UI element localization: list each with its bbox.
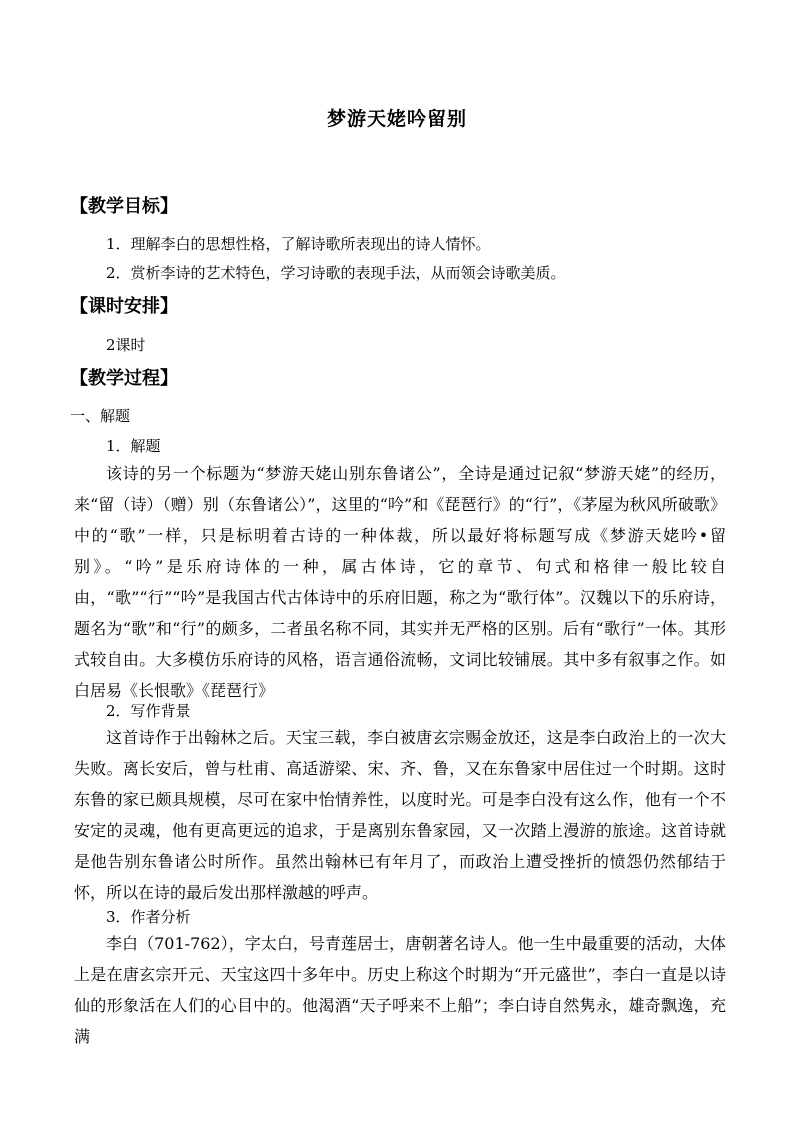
- goal-item-2: 2．赏析李诗的艺术特色，学习诗歌的表现手法，从而领会诗歌美质。: [106, 264, 566, 282]
- paragraph-background: 这首诗作于出翰林之后。天宝三载，李白被唐玄宗赐金放还，这是李白政治上的一次大失败。离长安后，曾与杜甫、高适游梁、宋、齐、鲁，又在东鲁家中居住过一个时期。这时东鲁的家已颇具规模，尽可在家中怡情养性，以度时光。可是李白没有这么作，他有一个不安定的灵魂，他有更高更远的追求，于是离别东鲁家园，又一次踏上漫游的旅途。这首诗就是他告别东鲁诸公时所作。虽然出翰林已有年月了，而政治上遭受挫折的愤怨仍然郁结于怀，所以在诗的最后发出那样激越的呼声。: [74, 728, 726, 902]
- paragraph-title-explanation: 该诗的另一个标题为“梦游天姥山别东鲁诸公”，全诗是通过记叙“梦游天姥”的经历，来“留（诗）（赠）别（东鲁诸公）”，这里的“吟”和《琵琶行》的“行”，《茅屋为秋风所破歌》中的“歌”一样，只是标明着古诗的一种体裁，所以最好将标题写成《梦游天姥吟•留别》。“吟”是乐府诗体的一种，属古体诗，它的章节、句式和格律一般比较自由，“歌”“行”“吟”是我国古代古体诗中的乐府旧题，称之为“歌行体”。汉魏以下的乐府诗，题名为“歌”和“行”的颇多，二者虽名称不同，其实并无严格的区别。后有“歌行”一体。其形式较自由。大多模仿乐府诗的风格，语言通俗流畅，文词比较铺展。其中多有叙事之作。如白居易《长恨歌》《琵琶行》: [74, 464, 726, 700]
- heading-teaching-process: 【教学过程】: [70, 368, 178, 389]
- subsection-title-2: 2．写作背景: [106, 702, 191, 720]
- paragraph-author: 李白（701-762），字太白，号青莲居士，唐朝著名诗人。他一生中最重要的活动，大体上是在唐玄宗开元、天宝这四十多年中。历史上称这个时期为“开元盛世”，李白一直是以诗仙的形象活在人们的心目中的。他渴酒“天子呼来不上船”；李白诗自然隽永，雄奇飘逸，充满: [74, 934, 726, 1046]
- subsection-title-3: 3．作者分析: [106, 908, 191, 926]
- subsection-title-1: 1．解题: [106, 437, 161, 455]
- page-title: 梦游天姥吟留别: [326, 108, 467, 130]
- heading-teaching-goals: 【教学目标】: [70, 196, 178, 217]
- heading-schedule: 【课时安排】: [70, 296, 178, 317]
- part-title-1: 一、解题: [70, 407, 131, 425]
- schedule-text: 2课时: [106, 336, 146, 354]
- goal-item-1: 1．理解李白的思想性格，了解诗歌所表现出的诗人情怀。: [106, 235, 491, 253]
